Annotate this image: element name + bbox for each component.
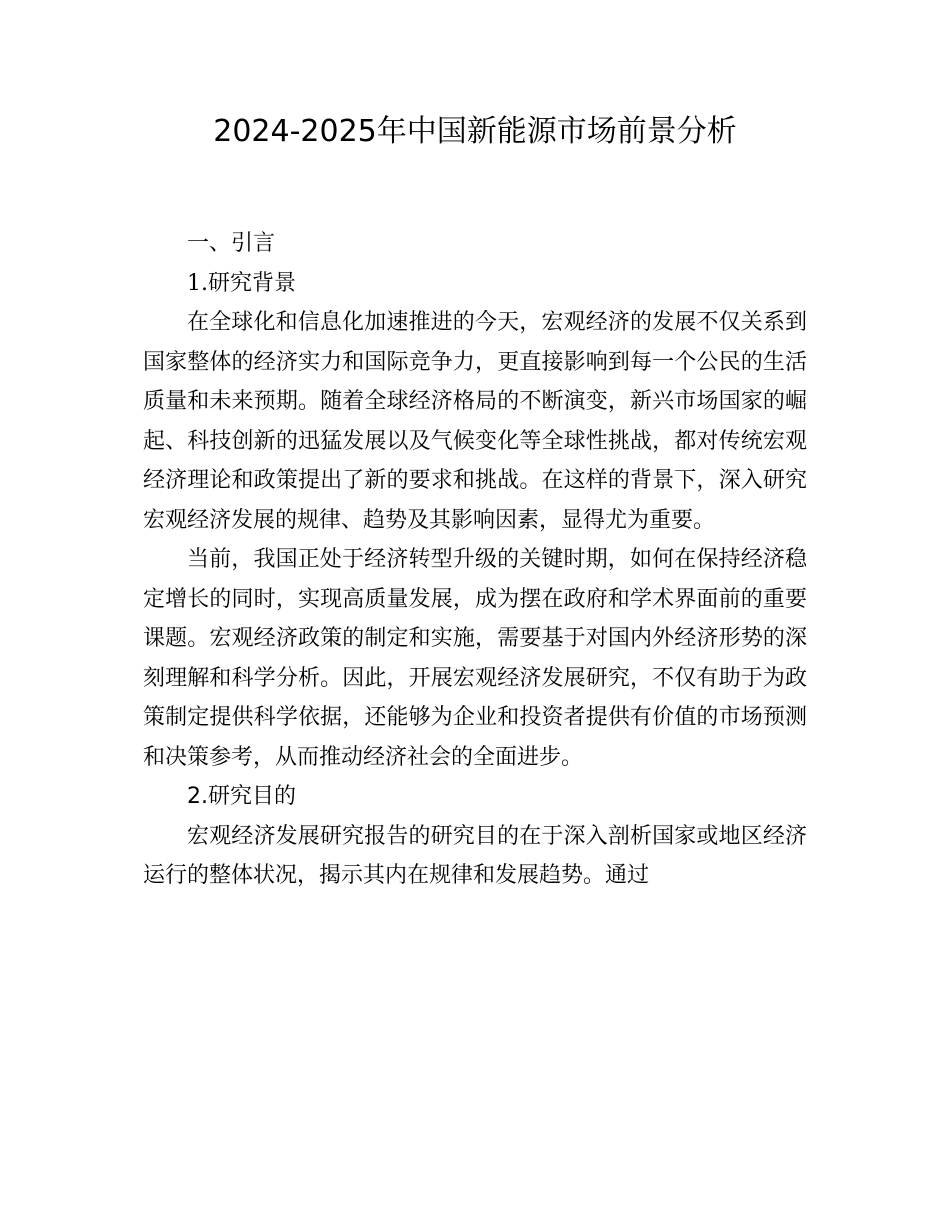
subsection-heading-research-background: 1.研究背景 (187, 270, 296, 296)
subsection-heading-research-purpose: 2.研究目的 (187, 784, 296, 809)
paragraph-background-1: 在全球化和信息化加速推进的今天，宏观经济的发展不仅关系到国家整体的经济实力和国际竞争力，更直接影响到每一个公民的生活质量和未来预期。随着全球经济格局的不断演变，新兴市场国家的崛起、科技创新的迅猛发展以及气候变化等全球性挑战，都对传统宏观经济理论和政策提出了新的要求和挑战。在这样的背景下，深入研究宏观经济发展的规律、趋势及其影响因素，显得尤为重要。 (143, 310, 807, 533)
document-title: 2024-2025年中国新能源市场前景分析 (213, 114, 737, 149)
section-heading-introduction: 一、引言 (187, 231, 276, 256)
paragraph-purpose-1: 宏观经济发展研究报告的研究目的在于深入剖析国家或地区经济运行的整体状况，揭示其内在规律和发展趋势。通过 (143, 823, 807, 888)
paragraph-background-2: 当前，我国正处于经济转型升级的关键时期，如何在保持经济稳定增长的同时，实现高质量发展，成为摆在政府和学术界面前的重要课题。宏观经济政策的制定和实施，需要基于对国内外经济形势的深刻理解和科学分析。因此，开展宏观经济发展研究，不仅有助于为政策制定提供科学依据，还能够为企业和投资者提供有价值的市场预测和决策参考，从而推动经济社会的全面进步。 (143, 547, 807, 770)
document-body (143, 224, 807, 896)
